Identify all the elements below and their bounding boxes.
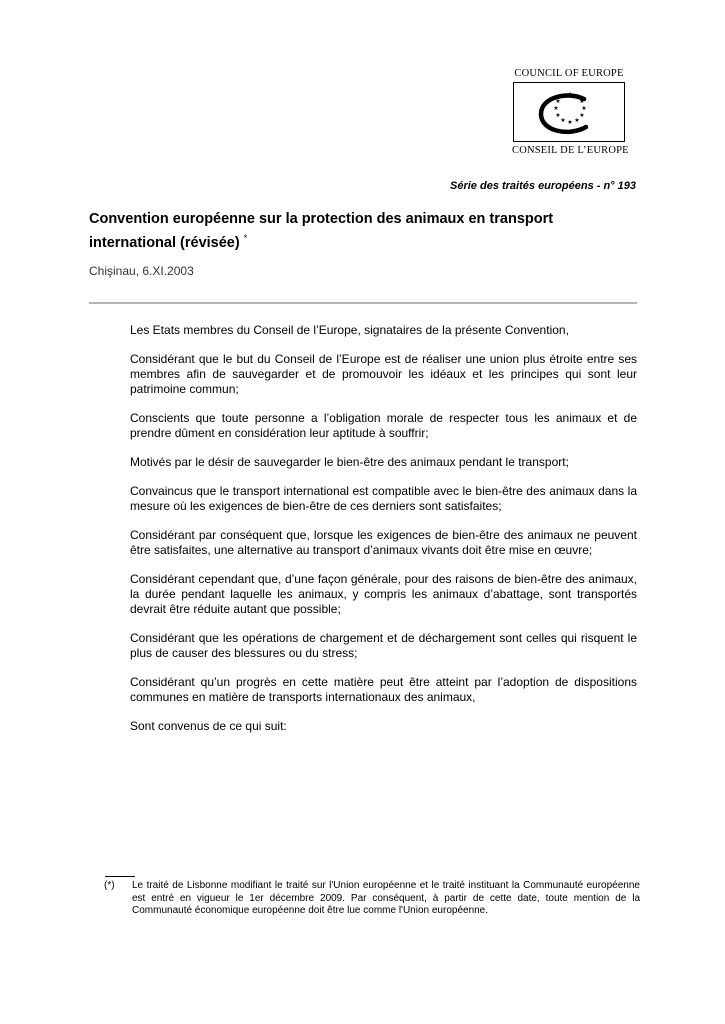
preamble-paragraph: Considérant par conséquent que, lorsque les exigences de bien-être des animaux ne peuvent être satisfaites, une alternative au transport d’animaux vivants doit être mise en œuvre; [130, 528, 637, 557]
footnote-text: Le traité de Lisbonne modifiant le traité sur l'Union européenne et le traité instituant la Communauté européenne est entré en vigueur le 1er décembre 2009. Par conséquent, à partir de cette date, toute mention de la Communauté économique européenne doit être lue comme l'Union européenne. [132, 880, 640, 916]
logo-bottom-text: CONSEIL DE L’EUROPE [512, 145, 629, 156]
footnote [104, 880, 640, 918]
treaty-series: Série des traités européens - n° 193 [450, 180, 636, 192]
preamble-paragraph: Sont convenus de ce qui suit: [130, 719, 287, 733]
preamble-paragraph: Les Etats membres du Conseil de l’Europe, signataires de la présente Convention, [130, 323, 569, 337]
preamble-paragraph: Considérant que les opérations de chargement et de déchargement sont celles qui risquent le plus de causer des blessures ou du stress; [130, 631, 637, 660]
stars-emblem-icon [514, 83, 624, 141]
preamble-paragraph: Conscients que toute personne a l’obligation morale de respecter tous les animaux et de prendre dûment en considération leur aptitude à souffrir; [130, 411, 637, 440]
logo-emblem [513, 82, 625, 142]
svg-text:★: ★ [581, 105, 587, 112]
svg-text:★: ★ [567, 91, 573, 98]
svg-text:★: ★ [553, 105, 559, 112]
preamble-paragraph: Considérant que le but du Conseil de l’Europe est de réaliser une union plus étroite entre ses membres afin de sauvegarder et de promouvoir les idéaux et les principes qui sont leur patrimoine commun; [130, 352, 637, 396]
footnote-mark: (*) [104, 880, 115, 891]
svg-text:★: ★ [579, 98, 585, 105]
svg-text:★: ★ [555, 98, 561, 105]
preamble-paragraph: Motivés par le désir de sauvegarder le bien-être des animaux pendant le transport; [130, 455, 569, 469]
council-of-europe-logo [512, 68, 629, 156]
svg-text:★: ★ [555, 112, 561, 119]
preamble-paragraph: Convaincus que le transport international est compatible avec le bien-être des animaux dans la mesure où les exigences de bien-être de ces derniers sont satisfaites; [130, 484, 637, 513]
place-date: Chişinau, 6.XI.2003 [89, 264, 194, 278]
svg-text:★: ★ [574, 93, 580, 100]
preamble-paragraph: Considérant cependant que, d’une façon générale, pour des raisons de bien-être des animaux, la durée pendant laquelle les animaux, y compris les animaux d’abattage, sont transportés devrait être réduite autant que possible; [130, 572, 637, 616]
preamble-paragraph: Considérant qu’un progrès en cette matière peut être atteint par l’adoption de dispositions communes en matière de transports internationaux des animaux, [130, 675, 637, 704]
footnote-separator [105, 876, 135, 877]
document-title [89, 210, 609, 253]
preamble [130, 323, 637, 748]
title-text: Convention européenne sur la protection des animaux en transport international (révisée) [89, 211, 554, 251]
logo-top-text: COUNCIL OF EUROPE [514, 68, 624, 79]
separator-line [89, 302, 637, 304]
svg-text:★: ★ [560, 117, 566, 124]
svg-text:★: ★ [579, 112, 585, 119]
svg-text:★: ★ [567, 119, 573, 126]
svg-text:★: ★ [574, 117, 580, 124]
svg-text:★: ★ [560, 93, 566, 100]
title-footnote-mark: * [243, 233, 248, 243]
